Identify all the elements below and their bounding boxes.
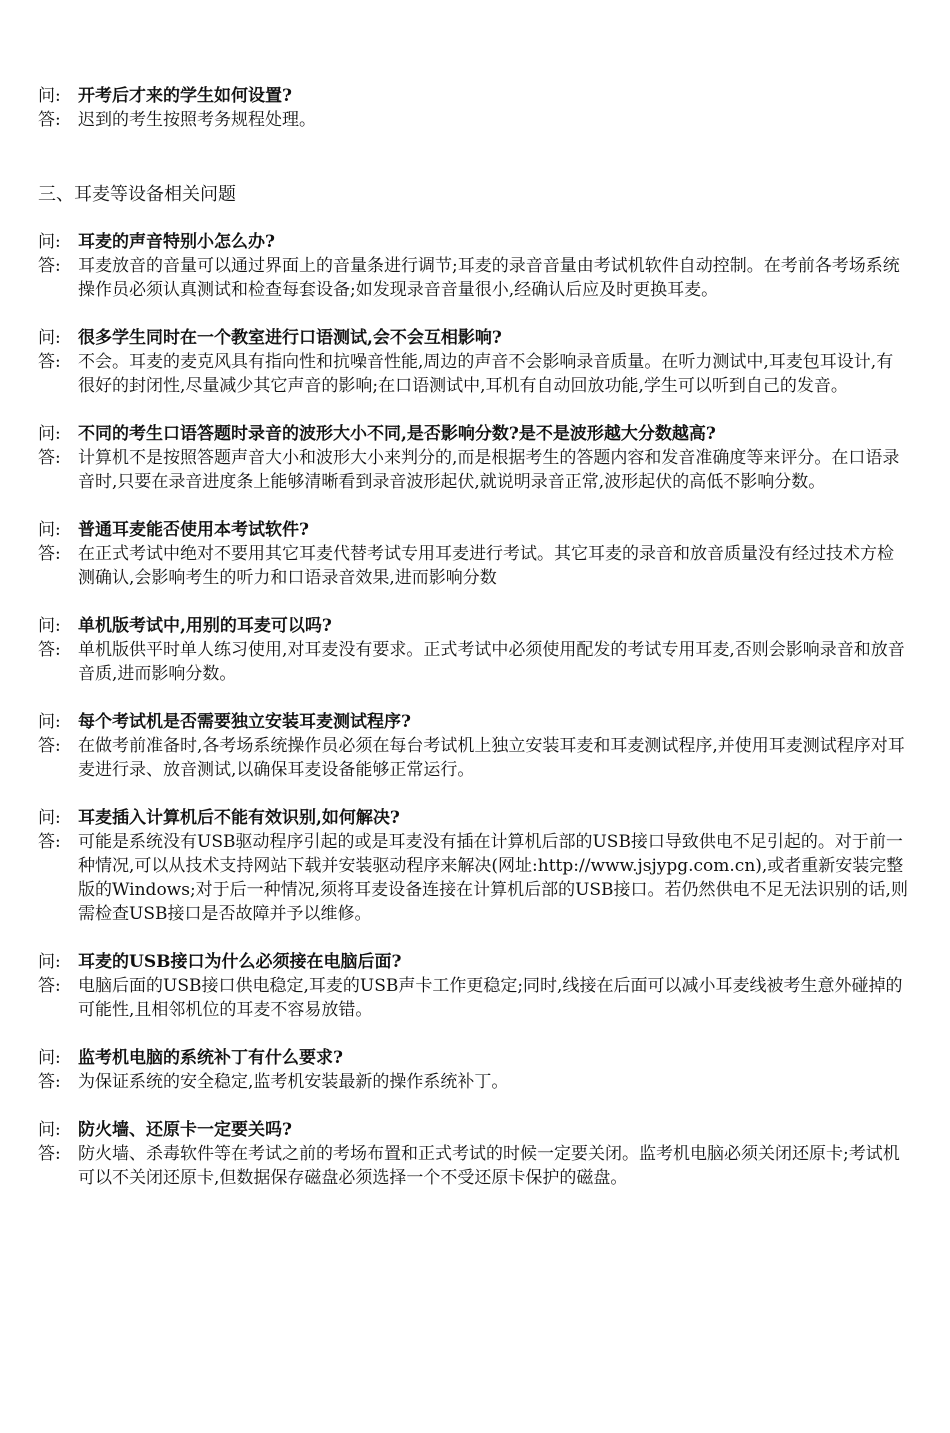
qa-item-4 — [38, 422, 910, 494]
section-heading: 三、耳麦等设备相关问题 — [38, 184, 236, 205]
question-label: 问: — [38, 520, 61, 540]
answer-label: 答: — [38, 1144, 61, 1164]
answer-label: 答: — [38, 110, 61, 130]
answer-text: 在做考前准备时,各考场系统操作员必须在每台考试机上独立安装耳麦和耳麦测试程序,并使用耳麦测试程序对耳麦进行录、放音测试,以确保耳麦设备能够正常运行。 — [78, 736, 905, 780]
question-text: 耳麦的声音特别小怎么办? — [78, 232, 275, 252]
question-text: 很多学生同时在一个教室进行口语测试,会不会互相影响? — [78, 328, 502, 348]
question-label: 问: — [38, 616, 61, 636]
question-label: 问: — [38, 1048, 61, 1068]
qa-item-7 — [38, 710, 910, 782]
qa-item-9 — [38, 950, 910, 1022]
question-text: 耳麦插入计算机后不能有效识别,如何解决? — [78, 808, 400, 828]
question-label: 问: — [38, 328, 61, 348]
document-page — [38, 84, 910, 1190]
answer-text: 为保证系统的安全稳定,监考机安装最新的操作系统补丁。 — [78, 1072, 509, 1092]
question-text: 耳麦的USB接口为什么必须接在电脑后面? — [78, 952, 402, 972]
question-label: 问: — [38, 952, 61, 972]
answer-label: 答: — [38, 544, 61, 564]
answer-label: 答: — [38, 448, 61, 468]
question-label: 问: — [38, 808, 61, 828]
answer-label: 答: — [38, 832, 61, 852]
question-text: 监考机电脑的系统补丁有什么要求? — [78, 1048, 343, 1068]
answer-label: 答: — [38, 976, 61, 996]
qa-item-2 — [38, 230, 910, 302]
qa-item-3 — [38, 326, 910, 398]
qa-item-6 — [38, 614, 910, 686]
answer-label: 答: — [38, 1072, 61, 1092]
answer-text: 不会。耳麦的麦克风具有指向性和抗噪音性能,周边的声音不会影响录音质量。在听力测试中,耳麦包耳设计,有很好的封闭性,尽量减少其它声音的影响;在口语测试中,耳机有自动回放功能,学生可以听到自己的发音。 — [78, 352, 894, 396]
answer-text: 可能是系统没有USB驱动程序引起的或是耳麦没有插在计算机后部的USB接口导致供电不足引起的。对于前一种情况,可以从技术支持网站下载并安装驱动程序来解决(网址:http://www.jsjypg.com.cn),或者重新安装完整版的Windows;对于后一种情况,须将耳麦设备连接在计算机后部的USB接口。若仍然供电不足无法识别的话,则需检查USB接口是否故障并予以维修。 — [78, 832, 908, 924]
question-label: 问: — [38, 1120, 61, 1140]
question-text: 不同的考生口语答题时录音的波形大小不同,是否影响分数?是不是波形越大分数越高? — [78, 424, 716, 444]
answer-text: 在正式考试中绝对不要用其它耳麦代替考试专用耳麦进行考试。其它耳麦的录音和放音质量没有经过技术方检测确认,会影响考生的听力和口语录音效果,进而影响分数 — [78, 544, 894, 588]
question-text: 普通耳麦能否使用本考试软件? — [78, 520, 309, 540]
answer-text: 防火墙、杀毒软件等在考试之前的考场布置和正式考试的时候一定要关闭。监考机电脑必须关闭还原卡;考试机可以不关闭还原卡,但数据保存磁盘必须选择一个不受还原卡保护的磁盘。 — [78, 1144, 900, 1188]
answer-label: 答: — [38, 256, 61, 276]
answer-text: 电脑后面的USB接口供电稳定,耳麦的USB声卡工作更稳定;同时,线接在后面可以减小耳麦线被考生意外碰掉的可能性,且相邻机位的耳麦不容易放错。 — [78, 976, 903, 1020]
qa-item-11 — [38, 1118, 910, 1190]
question-text: 单机版考试中,用别的耳麦可以吗? — [78, 616, 332, 636]
question-label: 问: — [38, 86, 61, 106]
question-label: 问: — [38, 232, 61, 252]
qa-item-10 — [38, 1046, 910, 1094]
qa-item-1 — [38, 84, 910, 132]
answer-text: 耳麦放音的音量可以通过界面上的音量条进行调节;耳麦的录音音量由考试机软件自动控制。在考前各考场系统操作员必须认真测试和检查每套设备;如发现录音音量很小,经确认后应及时更换耳麦。 — [78, 256, 900, 300]
answer-label: 答: — [38, 640, 61, 660]
question-text: 每个考试机是否需要独立安装耳麦测试程序? — [78, 712, 411, 732]
question-text: 防火墙、还原卡一定要关吗? — [78, 1120, 292, 1140]
answer-text: 单机版供平时单人练习使用,对耳麦没有要求。正式考试中必须使用配发的考试专用耳麦,否则会影响录音和放音音质,进而影响分数。 — [78, 640, 905, 684]
answer-text: 计算机不是按照答题声音大小和波形大小来判分的,而是根据考生的答题内容和发音准确度等来评分。在口语录音时,只要在录音进度条上能够清晰看到录音波形起伏,就说明录音正常,波形起伏的高低不影响分数。 — [78, 448, 900, 492]
question-text: 开考后才来的学生如何设置? — [78, 86, 292, 106]
qa-item-5 — [38, 518, 910, 590]
answer-label: 答: — [38, 352, 61, 372]
question-label: 问: — [38, 712, 61, 732]
answer-text: 迟到的考生按照考务规程处理。 — [78, 110, 316, 130]
answer-label: 答: — [38, 736, 61, 756]
qa-item-8 — [38, 806, 910, 926]
question-label: 问: — [38, 424, 61, 444]
